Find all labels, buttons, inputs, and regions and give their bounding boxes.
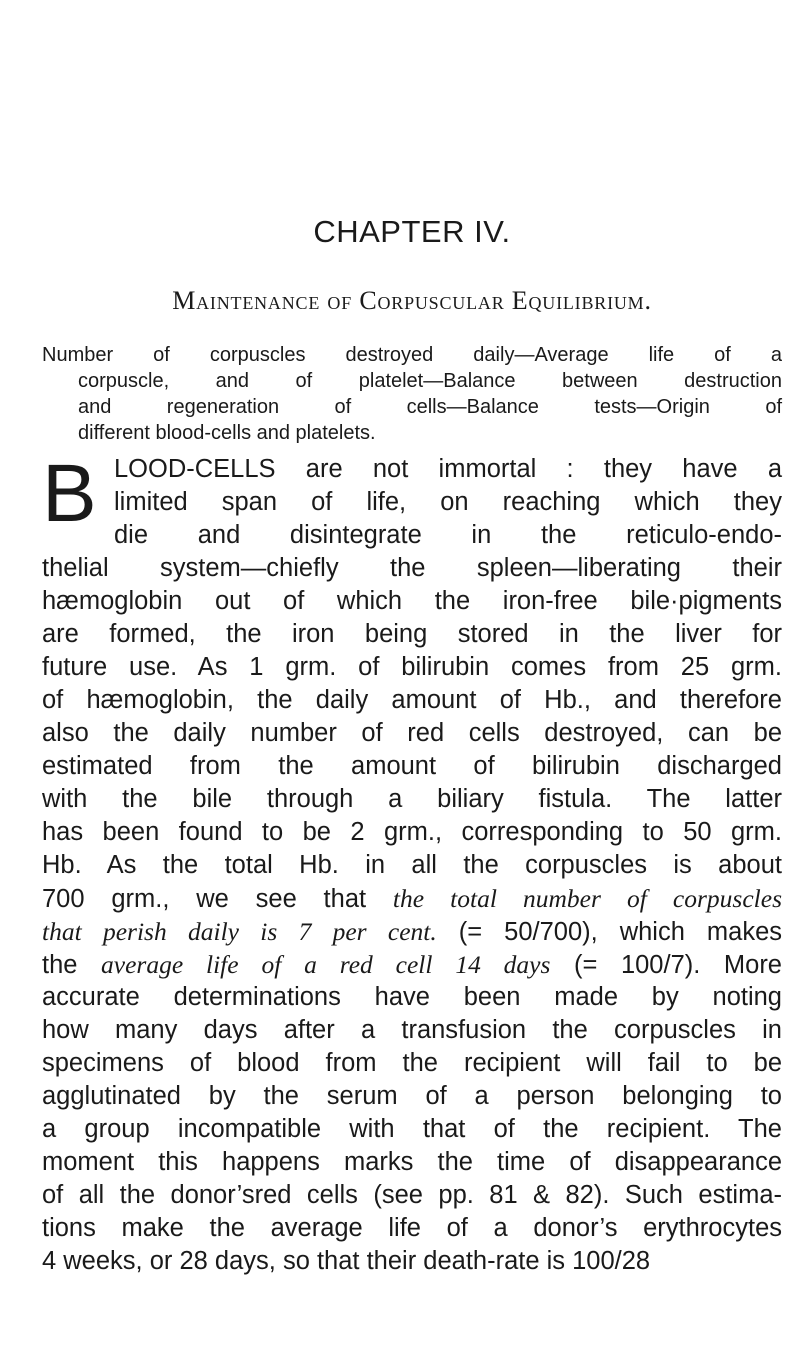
italic-run: average life of a red cell 14 days bbox=[101, 950, 551, 979]
paragraph-line: future use. As 1 grm. of bilirubin comes from 25 grm. bbox=[42, 653, 782, 681]
synopsis-line: different blood-cells and platelets. bbox=[78, 422, 376, 444]
paragraph-line: estimated from the amount of bilirubin discharged bbox=[42, 752, 782, 780]
body-paragraph bbox=[42, 448, 782, 1278]
paragraph-line: hæmoglobin out of which the iron-free bile·pigments bbox=[42, 587, 782, 615]
paragraph-line: limited span of life, on reaching which they bbox=[114, 488, 782, 516]
paragraph-line: how many days after a transfusion the corpuscles in bbox=[42, 1016, 782, 1044]
paragraph-line: accurate determinations have been made by noting bbox=[42, 983, 782, 1011]
synopsis-line: and regeneration of cells—Balance tests—Origin of bbox=[78, 396, 782, 418]
paragraph-line: thelial system—chiefly the spleen—liberating their bbox=[42, 554, 782, 582]
synopsis-line: corpuscle, and of platelet—Balance between destruction bbox=[78, 370, 782, 392]
text-run: 700 grm., we see that bbox=[42, 885, 393, 913]
paragraph-line: agglutinated by the serum of a person belonging to bbox=[42, 1082, 782, 1110]
paragraph-line bbox=[42, 915, 782, 948]
paragraph-line: of hæmoglobin, the daily amount of Hb., and therefore bbox=[42, 686, 782, 714]
italic-run: that perish daily is 7 per cent. bbox=[42, 917, 437, 946]
drop-cap: B bbox=[42, 448, 97, 539]
synopsis-line: Number of corpuscles destroyed daily—Average life of a bbox=[42, 344, 782, 366]
paragraph-line: die and disintegrate in the reticulo-endo- bbox=[114, 521, 782, 549]
paragraph-line bbox=[42, 948, 782, 981]
paragraph-line: a group incompatible with that of the recipient. The bbox=[42, 1115, 782, 1143]
paragraph-line: moment this happens marks the time of disappearance bbox=[42, 1148, 782, 1176]
text-run: (= 50/700), which makes bbox=[436, 918, 782, 946]
paragraph-line: of all the donor’sred cells (see pp. 81 & 82). Such estima- bbox=[42, 1181, 782, 1209]
paragraph-line bbox=[42, 882, 782, 915]
paragraph-line: 4 weeks, or 28 days, so that their death-rate is 100/28 bbox=[42, 1247, 651, 1275]
text-run: (= 100/7). More bbox=[550, 951, 782, 979]
paragraph-line: also the daily number of red cells destroyed, can be bbox=[42, 719, 782, 747]
paragraph-line: Hb. As the total Hb. in all the corpuscles is about bbox=[42, 851, 782, 879]
italic-run: the total number of corpuscles bbox=[392, 884, 782, 913]
paragraph-line: are formed, the iron being stored in the liver for bbox=[42, 620, 782, 648]
paragraph-line: with the bile through a biliary fistula. The latter bbox=[42, 785, 782, 813]
chapter-synopsis bbox=[42, 342, 782, 446]
paragraph-line: has been found to be 2 grm., corresponding to 50 grm. bbox=[42, 818, 782, 846]
paragraph-line: tions make the average life of a donor’s erythrocytes bbox=[42, 1214, 782, 1242]
text-run: the bbox=[42, 951, 102, 979]
paragraph-line: LOOD-CELLS are not immortal : they have a bbox=[114, 455, 782, 483]
chapter-title: Maintenance of Corpuscular Equilibrium. bbox=[172, 286, 652, 315]
chapter-number: CHAPTER IV. bbox=[313, 214, 511, 249]
paragraph-line: specimens of blood from the recipient will fail to be bbox=[42, 1049, 782, 1077]
